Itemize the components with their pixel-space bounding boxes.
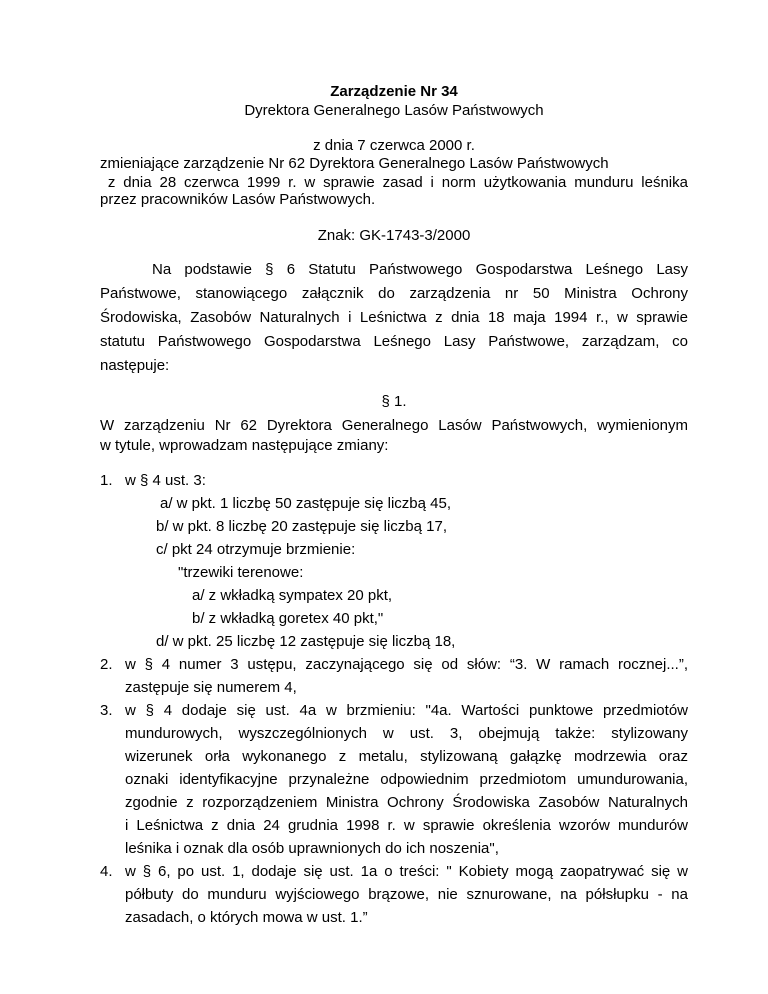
sub-sub-point: b/ z wkładką goretex 40 pkt," [192, 610, 384, 627]
list-item-number: 4. [100, 863, 113, 880]
list-item-text: w § 4 numer 3 ustępu, zaczynającego się od słów: “3. W ramach rocznej...”, [125, 656, 688, 673]
list-item-text: zasadach, o których mowa w ust. 1.” [125, 909, 368, 926]
list-item-number: 3. [100, 702, 113, 719]
list-item-text: w § 6, po ust. 1, dodaje się ust. 1a o treści: " Kobiety mogą zaopatrywać się w [125, 863, 688, 880]
list-item-text: oznaki identyfikacyjne przynależne odpowiednim przedmiotom umundurowania, [125, 771, 688, 788]
preamble-line: następuje: [100, 357, 170, 374]
document-subtitle: Dyrektora Generalnego Lasów Państwowych [244, 102, 544, 119]
list-item-number: 1. [100, 472, 113, 489]
intro-line: w tytule, wprowadzam następujące zmiany: [100, 437, 389, 454]
document-description-line: przez pracowników Lasów Państwowych. [100, 191, 376, 208]
list-item-number: 2. [100, 656, 113, 673]
section-heading: § 1. [381, 393, 407, 410]
sub-sub-point: a/ z wkładką sympatex 20 pkt, [192, 587, 393, 604]
intro-line: W zarządzeniu Nr 62 Dyrektora Generalnego Lasów Państwowych, wymienionym [100, 417, 688, 434]
document-sign: Znak: GK-1743-3/2000 [317, 227, 471, 244]
sub-point: d/ w pkt. 25 liczbę 12 zastępuje się liczbą 18, [156, 633, 456, 650]
list-item-text: w § 4 dodaje się ust. 4a w brzmieniu: "4a. Wartości punktowe przedmiotów [125, 702, 688, 719]
sub-point: b/ w pkt. 8 liczbę 20 zastępuje się liczbą 17, [156, 518, 447, 535]
preamble-line: Państwowe, stanowiącego załącznik do zarządzenia nr 50 Ministra Ochrony [100, 285, 688, 302]
list-item-text: zastępuje się numerem 4, [125, 679, 297, 696]
list-item-text: i Leśnictwa z dnia 24 grudnia 1998 r. w sprawie określenia wzorów mundurów [125, 817, 688, 834]
list-item-text: leśnika i oznak dla osób uprawnionych do ich noszenia", [125, 840, 499, 857]
list-item-text: zgodnie z rozporządzeniem Ministra Ochrony Środowiska Zasobów Naturalnych [125, 794, 688, 811]
preamble-line: statutu Państwowego Gospodarstwa Leśnego Lasy Państwowe, zarządzam, co [100, 333, 688, 350]
list-item-text: w § 4 ust. 3: [125, 472, 206, 489]
list-item-text: półbuty do munduru wyjściowego brązowe, nie sznurowane, na półsłupku - na [125, 886, 688, 903]
sub-point-quote: "trzewiki terenowe: [178, 564, 304, 581]
document-title: Zarządzenie Nr 34 [330, 83, 458, 100]
list-item-text: wizerunek orła wykonanego z metalu, stylizowaną gałązkę modrzewia oraz [125, 748, 688, 765]
list-item-text: mundurowych, wyszczególnionych w ust. 3, obejmują także: stylizowany [125, 725, 688, 742]
document-description-line: zmieniające zarządzenie Nr 62 Dyrektora Generalnego Lasów Państwowych [100, 155, 609, 172]
sub-point: c/ pkt 24 otrzymuje brzmienie: [156, 541, 356, 558]
sub-point: a/ w pkt. 1 liczbę 50 zastępuje się liczbą 45, [160, 495, 451, 512]
document-date: z dnia 7 czerwca 2000 r. [313, 137, 475, 154]
preamble-line: Środowiska, Zasobów Naturalnych i Leśnictwa z dnia 18 maja 1994 r., w sprawie [100, 309, 688, 326]
preamble-line: Na podstawie § 6 Statutu Państwowego Gospodarstwa Leśnego Lasy [152, 261, 688, 278]
document-description-line: z dnia 28 czerwca 1999 r. w sprawie zasad i norm użytkowania munduru leśnika [100, 174, 688, 191]
